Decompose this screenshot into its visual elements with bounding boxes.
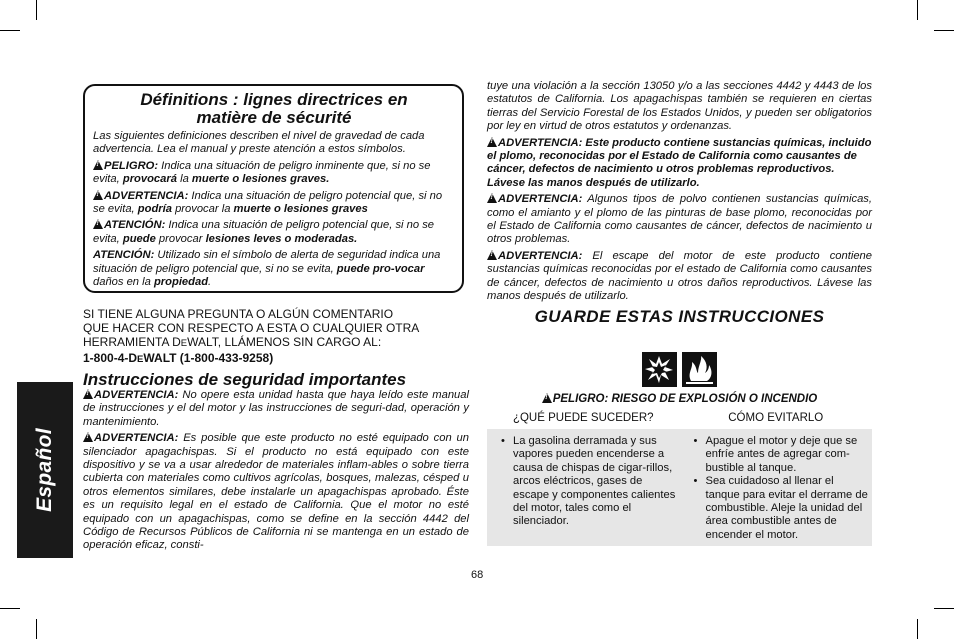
language-tab: [17, 382, 73, 558]
definition-atencion: !ATENCIÓN: Indica una situación de peligro potencial que, si no se evita, puede provocar lesiones leves o moderadas.: [93, 219, 455, 246]
definition-advertencia: !ADVERTENCIA: Indica una situación de peligro potencial que, si no se evita, podría provocar la muerte o lesiones graves: [93, 190, 455, 217]
warning-continuation: tuye una violación a la sección 13050 y/o a las secciones 4442 y 4443 de los estatutos de California. Los apagachispas también se requieren en ciertas tierras del Servicio Forestal de los Estados Unidos, y pueden ser obligatorios por ley en virtud de otros estatutos y ordenanzas.: [487, 80, 872, 133]
warning-dust: !ADVERTENCIA: Algunos tipos de polvo contienen sustancias químicas, como el amianto y el plomo de las pinturas de base plomo, reconocidas por el Estado de California como causantes de cáncer, defectos de nacimiento u otros problemas.: [487, 193, 872, 247]
hazard-table: [487, 412, 872, 546]
warning-read-manual: !ADVERTENCIA: No opere esta unidad hasta que haya leído este manual de instrucciones y el del motor y las instrucciones de seguri-dad, operación y mantenimiento.: [83, 389, 469, 429]
warning-triangle-icon: [93, 219, 103, 229]
table-header: [487, 412, 872, 429]
danger-title: !PELIGRO: RIESGO DE EXPLOSIÓN O INCENDIO: [487, 393, 872, 405]
crop-mark: [36, 0, 37, 20]
language-tab-label: Español: [33, 428, 56, 512]
warning-triangle-icon: [83, 432, 93, 442]
safety-section: [83, 370, 469, 553]
contact-line: HERRAMIENTA DEWALT, LLÁMENOS SIN CARGO AL:: [83, 335, 382, 349]
list-item: • La gasolina derramada y sus vapores pueden encenderse a causa de chispas de cigar-rillos, arcos eléctricos, gases de escape y componentes calientes del motor, tales como el silenciador.: [501, 435, 676, 529]
safety-heading: Instrucciones de seguridad importantes: [83, 370, 407, 389]
save-instructions-heading: GUARDE ESTAS INSTRUCCIONES: [534, 306, 825, 326]
crop-mark: [36, 619, 37, 639]
definition-peligro: !PELIGRO: Indica una situación de peligro inminente que, si no se evita, provocará la muerte o lesiones graves.: [93, 160, 455, 187]
column-header-how-to-prevent: CÓMO EVITARLO: [728, 412, 824, 424]
column-how-to-prevent: [680, 435, 873, 546]
warning-exhaust: !ADVERTENCIA: El escape del motor de este producto contiene sustancias químicas reconocidas por el estado de California como causantes de cáncer, defectos de nacimiento u otros daños reproductivos. Lávese las manos después de utilizarlo.: [487, 250, 872, 304]
warning-triangle-icon: [487, 193, 497, 203]
fire-icon: [682, 352, 717, 387]
column-header-what-can-happen: ¿QUÉ PUEDE SUCEDER?: [512, 412, 654, 424]
definitions-title-line2: matière de sécurité: [196, 108, 352, 127]
crop-mark: [917, 0, 918, 20]
definitions-box: [83, 84, 464, 293]
crop-mark: [0, 608, 20, 609]
explosion-icon: [642, 352, 677, 387]
contact-line: QUE HACER CON RESPECTO A ESTA O CUALQUIER OTRA: [83, 321, 420, 335]
crop-mark: [934, 608, 954, 609]
contact-line: SI TIENE ALGUNA PREGUNTA O ALGÚN COMENTARIO: [83, 307, 394, 321]
warning-triangle-icon: [83, 389, 93, 399]
definitions-title-line1: Définitions : lignes directrices en: [140, 90, 408, 109]
crop-mark: [934, 30, 954, 31]
warning-triangle-icon: [487, 137, 497, 147]
crop-mark: [917, 619, 918, 639]
definitions-intro: Las siguientes definiciones describen el nivel de gravedad de cada advertencia. Lea el manual y preste atención a estos símbolos.: [93, 130, 425, 156]
page-number: 68: [471, 569, 484, 581]
hazard-icons: [642, 352, 717, 387]
warning-triangle-icon: [542, 393, 552, 403]
definition-atencion-no-symbol: ATENCIÓN: Utilizado sin el símbolo de alerta de seguridad indica una situación de peligro potencial que, si no se evita, puede pro-vocar daños en la propiedad.: [93, 249, 441, 289]
warning-spark-arrester: !ADVERTENCIA: Es posible que este producto no esté equipado con un silenciador apagachispas. Si el producto no está equipado con este dispositivo y se va a usar alrededor de materiales inflam-ables o sobre tierra cubierta con materiales como cultivos agrícolas, bosques, malezas, césped u otros elementos similares, debe instalarle un apagachispas aprobado. Éste es un requisito legal en el estado de California. Que el motor no esté equipado con un apagachispas, como se define en la sección 4442 del Código de Recursos Públicos de California ni se mantenga en un estado de operación eficaz, consti-: [83, 432, 469, 553]
warning-chemicals: !ADVERTENCIA: Este producto contiene sustancias químicas, incluido el plomo, reconocidas por el Estado de California como causantes de cáncer, defectos de nacimiento u otros problemas reproductivos. Lávese las manos después de utilizarlo.: [487, 137, 872, 191]
warning-triangle-icon: [93, 160, 103, 170]
crop-mark: [0, 30, 20, 31]
definitions-title: [93, 91, 455, 127]
contact-block: [83, 307, 469, 367]
right-column: [487, 80, 872, 327]
contact-phone: 1-800-4-DEWALT (1-800-433-9258): [83, 351, 274, 365]
table-body: [487, 429, 872, 546]
warning-triangle-icon: [93, 190, 103, 200]
list-item: • Sea cuidadoso al llenar el tanque para evitar el derrame de combustible. Aleje la unidad del área combustible antes de encender el motor.: [694, 475, 869, 542]
warning-triangle-icon: [487, 250, 497, 260]
column-what-can-happen: [487, 435, 680, 546]
list-item: • Apague el motor y deje que se enfríe antes de agregar com-bustible al tanque.: [694, 435, 869, 475]
